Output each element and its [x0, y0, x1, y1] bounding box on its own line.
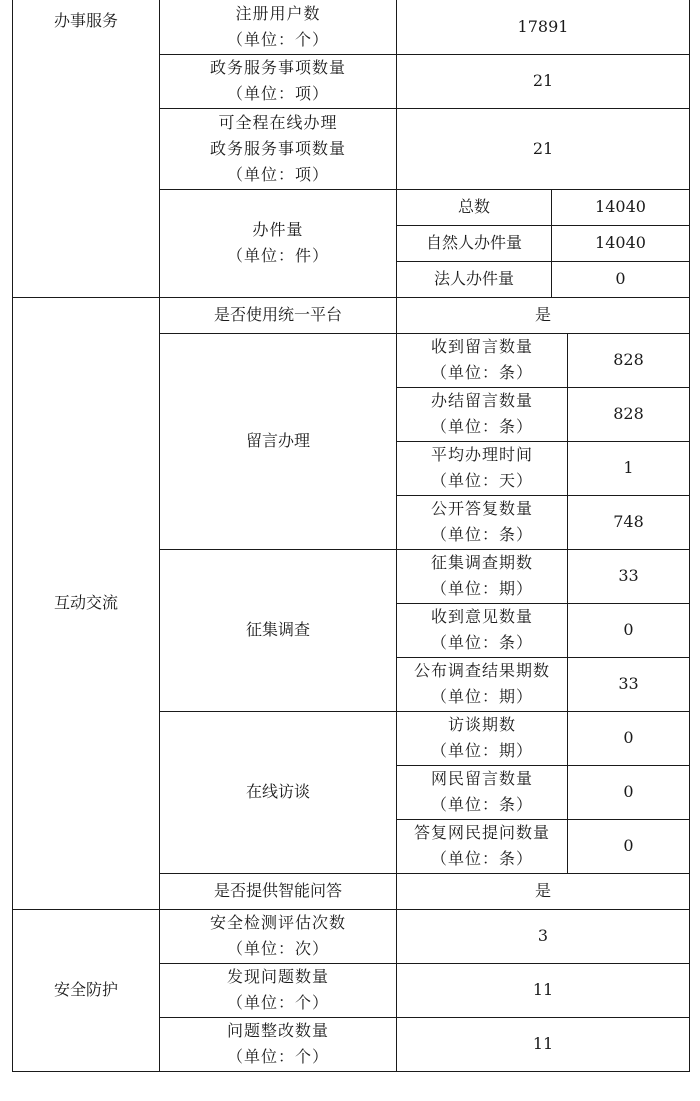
label-problems-fixed: 问题整改数量 （单位：个） [160, 1017, 397, 1071]
label-cases-natural: 自然人办件量 [397, 225, 552, 261]
value-survey-periods: 33 [568, 549, 690, 603]
label-interview-periods: 访谈期数 （单位：期） [397, 711, 568, 765]
label-netizen-answers: 答复网民提问数量 （单位：条） [397, 819, 568, 873]
value-security-assessments: 3 [397, 909, 690, 963]
category-service: 办事服务 [13, 0, 160, 297]
label-public-replies: 公开答复数量 （单位：条） [397, 495, 568, 549]
value-survey-results: 33 [568, 657, 690, 711]
value-messages-received: 828 [568, 333, 690, 387]
category-interaction: 互动交流 [13, 297, 160, 909]
label-online-interview: 在线访谈 [160, 711, 397, 873]
label-problems-found: 发现问题数量 （单位：个） [160, 963, 397, 1017]
label-message-handling: 留言办理 [160, 333, 397, 549]
label-cases: 办件量 （单位：件） [160, 189, 397, 297]
value-cases-total: 14040 [552, 189, 690, 225]
label-survey-results: 公布调查结果期数 （单位：期） [397, 657, 568, 711]
category-security: 安全防护 [13, 909, 160, 1071]
label-survey: 征集调查 [160, 549, 397, 711]
label-unified-platform: 是否使用统一平台 [160, 297, 397, 333]
value-netizen-answers: 0 [568, 819, 690, 873]
label-avg-time: 平均办理时间 （单位：天） [397, 441, 568, 495]
label-netizen-messages: 网民留言数量 （单位：条） [397, 765, 568, 819]
value-avg-time: 1 [568, 441, 690, 495]
statistics-table [12, 0, 690, 1072]
value-registered-users: 17891 [397, 0, 690, 54]
label-security-assessments: 安全检测评估次数 （单位：次） [160, 909, 397, 963]
label-survey-periods: 征集调查期数 （单位：期） [397, 549, 568, 603]
label-fullonline-items: 可全程在线办理 政务服务事项数量 （单位：项） [160, 108, 397, 189]
value-netizen-messages: 0 [568, 765, 690, 819]
value-opinions-received: 0 [568, 603, 690, 657]
value-cases-legal: 0 [552, 261, 690, 297]
label-smart-qa: 是否提供智能问答 [160, 873, 397, 909]
value-smart-qa: 是 [397, 873, 690, 909]
label-cases-total: 总数 [397, 189, 552, 225]
value-interview-periods: 0 [568, 711, 690, 765]
value-unified-platform: 是 [397, 297, 690, 333]
value-service-items: 21 [397, 54, 690, 108]
value-problems-found: 11 [397, 963, 690, 1017]
label-messages-done: 办结留言数量 （单位：条） [397, 387, 568, 441]
label-registered-users: 注册用户数 （单位：个） [160, 0, 397, 54]
value-fullonline-items: 21 [397, 108, 690, 189]
label-cases-legal: 法人办件量 [397, 261, 552, 297]
value-problems-fixed: 11 [397, 1017, 690, 1071]
value-cases-natural: 14040 [552, 225, 690, 261]
table-row [13, 297, 690, 333]
label-opinions-received: 收到意见数量 （单位：条） [397, 603, 568, 657]
table-row [13, 0, 690, 54]
table-row [13, 909, 690, 963]
label-messages-received: 收到留言数量 （单位：条） [397, 333, 568, 387]
value-public-replies: 748 [568, 495, 690, 549]
value-messages-done: 828 [568, 387, 690, 441]
label-service-items: 政务服务事项数量 （单位：项） [160, 54, 397, 108]
